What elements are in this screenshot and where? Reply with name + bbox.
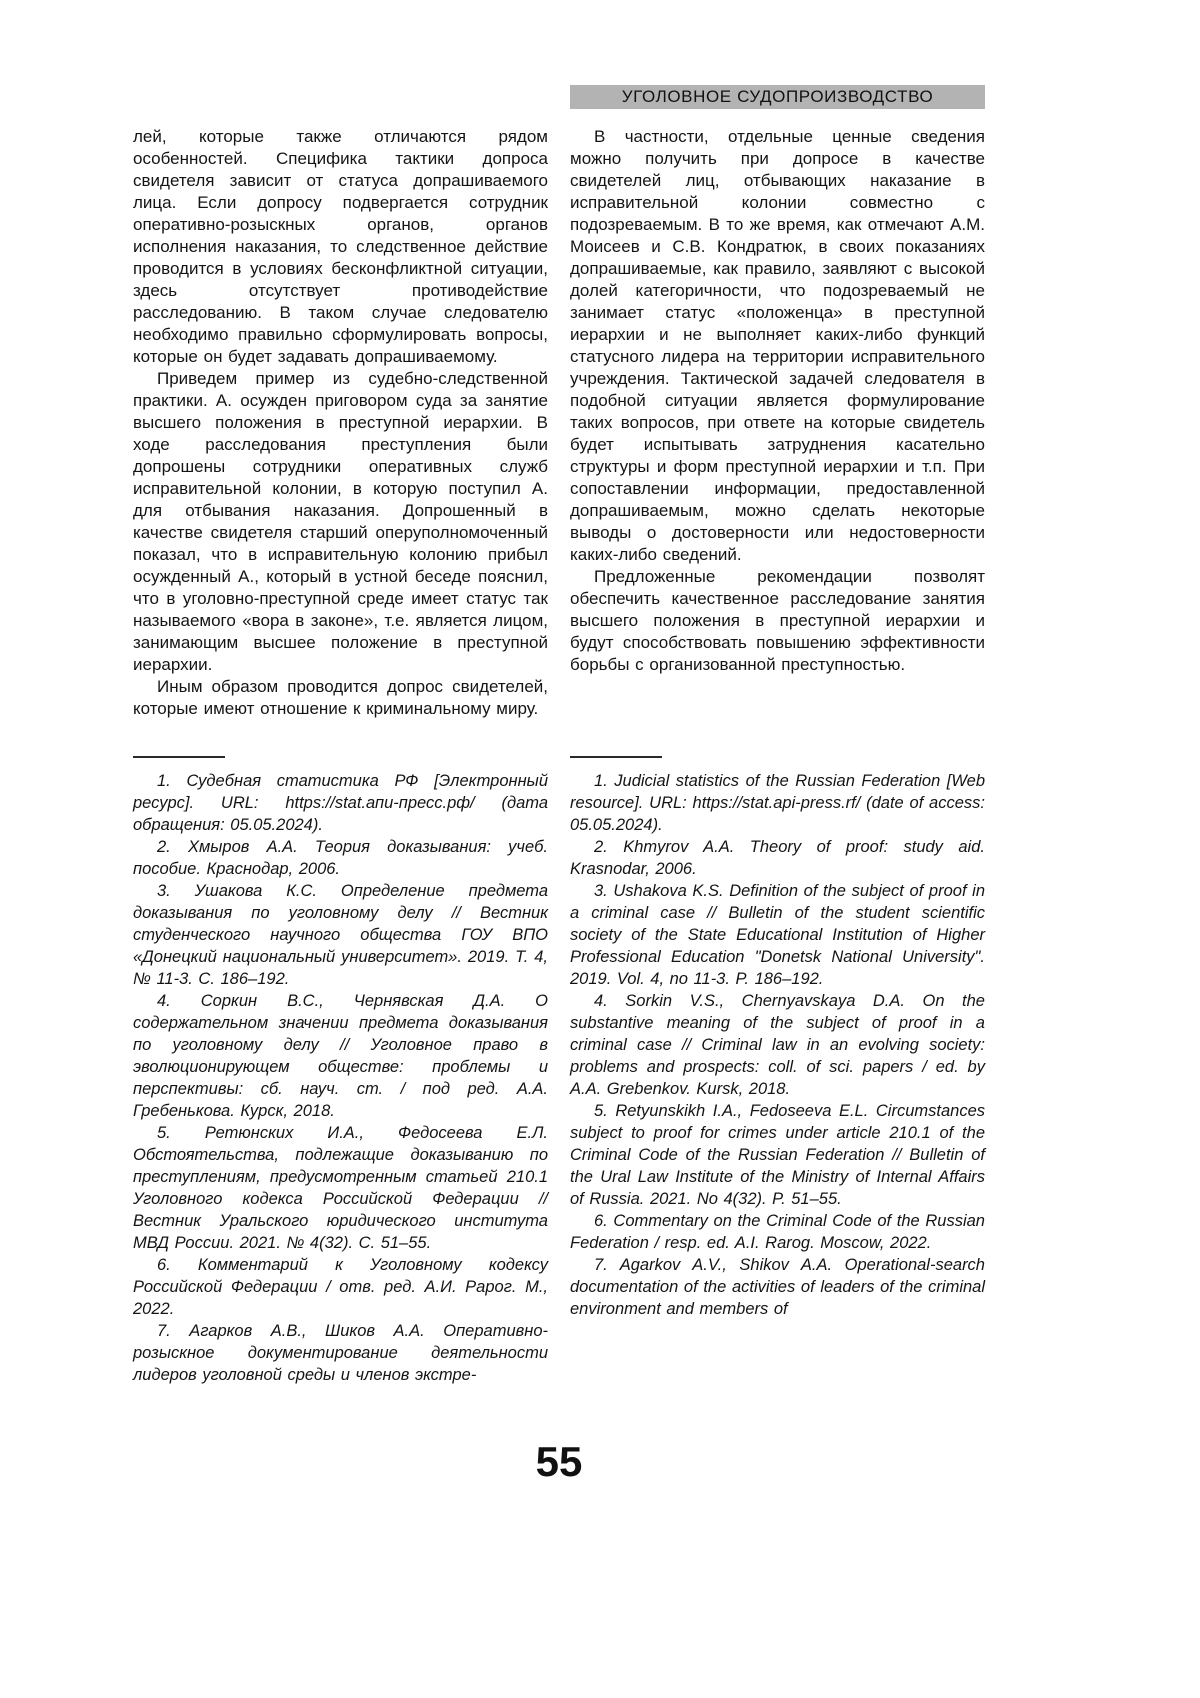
references-english [570,756,985,1320]
reference-item: 1. Судебная статистика РФ [Электронный ресурс]. URL: https://stat.апи-пресс.рф/ (дата обращения: 05.05.2024). [133,772,548,834]
reference-item: 7. Агарков А.В., Шиков А.А. Оперативно-розыскное документирование деятельности лидеров уголовной среды и членов экстре- [133,1322,548,1384]
left-column [133,126,548,1386]
footnote-rule [133,756,225,758]
reference-item: 3. Ушакова К.С. Определение предмета доказывания по уголовному делу // Вестник студенческого научного общества ГОУ ВПО «Донецкий национальный университет». 2019. Т. 4, № 11-3. С. 186–192. [133,882,548,988]
body-paragraph: Приведем пример из судебно-следственной практики. А. осужден приговором суда за занятие высшего положения в преступной иерархии. В ходе расследования преступления были допрошены сотрудники оперативных служб исправительной колонии, в которую поступил А. для отбывания наказания. Допрошенный в качестве свидетеля старший оперуполномоченный показал, что в исправительную колонию прибыл осужденный А., который в устной беседе пояснил, что в уголовно-преступной среде имеет статус так называемого «вора в законе», т.е. является лицом, занимающим высшее положение в преступной иерархии. [133,369,548,674]
reference-item: 2. Khmyrov A.A. Theory of proof: study aid. Krasnodar, 2006. [570,838,985,878]
references-russian [133,756,548,1386]
right-column [570,126,985,1386]
two-column-layout [133,126,985,1386]
page-content [133,85,985,1386]
reference-item: 6. Commentary on the Criminal Code of the Russian Federation / resp. ed. A.I. Rarog. Moscow, 2022. [570,1212,985,1252]
section-title: УГОЛОВНОЕ СУДОПРОИЗВОДСТВО [570,85,985,109]
right-body-text [570,126,985,756]
reference-item: 6. Комментарий к Уголовному кодексу Российской Федерации / отв. ред. А.И. Рарог. М., 2022. [133,1256,548,1318]
reference-item: 7. Agarkov A.V., Shikov A.A. Operational-search documentation of the activities of leaders of the criminal environment and members of [570,1256,985,1318]
reference-item: 2. Хмыров А.А. Теория доказывания: учеб. пособие. Краснодар, 2006. [133,838,548,878]
reference-item: 4. Sorkin V.S., Chernyavskaya D.A. On the substantive meaning of the subject of proof in a criminal case // Criminal law in an evolving society: problems and prospects: coll. of sci. papers / ed. by A.A. Grebenkov. Kursk, 2018. [570,992,985,1098]
reference-item: 1. Judicial statistics of the Russian Federation [Web resource]. URL: https://stat.api-press.rf/ (date of access: 05.05.2024). [570,772,985,834]
page-number: 55 [535,1438,583,1485]
reference-item: 3. Ushakova K.S. Definition of the subject of proof in a criminal case // Bulletin of the student scientific society of the State Educational Institution of Higher Professional Education "Donetsk National University". 2019. Vol. 4, no 11-3. P. 186–192. [570,882,985,988]
reference-item: 5. Retyunskikh I.A., Fedoseeva E.L. Circumstances subject to proof for crimes under article 210.1 of the Criminal Code of the Russian Federation // Bulletin of the Ural Law Institute of the Ministry of Internal Affairs of Russia. 2021. No 4(32). P. 51–55. [570,1102,985,1208]
body-paragraph: лей, которые также отличаются рядом особенностей. Специфика тактики допроса свидетеля зависит от статуса допрашиваемого лица. Если допросу подвергается сотрудник оперативно-розыскных органов, органов исполнения наказания, то следственное действие проводится в условиях бесконфликтной ситуации, здесь отсутствует противодействие расследованию. В таком случае следователю необходимо правильно сформулировать вопросы, которые он будет задавать допрашиваемому. [133,127,548,366]
reference-item: 4. Соркин В.С., Чернявская Д.А. О содержательном значении предмета доказывания по уголовному делу // Уголовное право в эволюционирующем обществе: проблемы и перспективы: сб. науч. ст. / под ред. А.А. Гребенькова. Курск, 2018. [133,992,548,1120]
running-head [133,85,985,109]
left-body-text [133,126,548,756]
reference-item: 5. Ретюнских И.А., Федосеева Е.Л. Обстоятельства, подлежащие доказыванию по преступлениям, предусмотренным статьей 210.1 Уголовного кодекса Российской Федерации // Вестник Уральского юридического института МВД России. 2021. № 4(32). С. 51–55. [133,1124,548,1252]
body-paragraph: Иным образом проводится допрос свидетелей, которые имеют отношение к криминальному миру. [133,677,548,718]
body-paragraph: В частности, отдельные ценные сведения можно получить при допросе в качестве свидетелей лиц, отбывающих наказание в исправительной колонии совместно с подозреваемым. В то же время, как отмечают А.М. Моисеев и С.В. Кондратюк, в своих показаниях допрашиваемые, как правило, заявляют с высокой долей категоричности, что подозреваемый не занимает статус «положенца» в преступной иерархии и не выполняет каких-либо функций статусного лидера на территории исправительного учреждения. Тактической задачей следователя в подобной ситуации является формулирование таких вопросов, при ответе на которые свидетель будет испытывать затруднения касательно структуры и форм преступной иерархии и т.п. При сопоставлении информации, предоставленной допрашиваемым, можно сделать некоторые выводы о достоверности или недостоверности каких-либо сведений. [570,127,985,564]
body-paragraph: Предложенные рекомендации позволят обеспечить качественное расследование занятия высшего положения в преступной иерархии и будут способствовать повышению эффективности борьбы с организованной преступностью. [570,567,985,674]
footnote-rule [570,756,662,758]
